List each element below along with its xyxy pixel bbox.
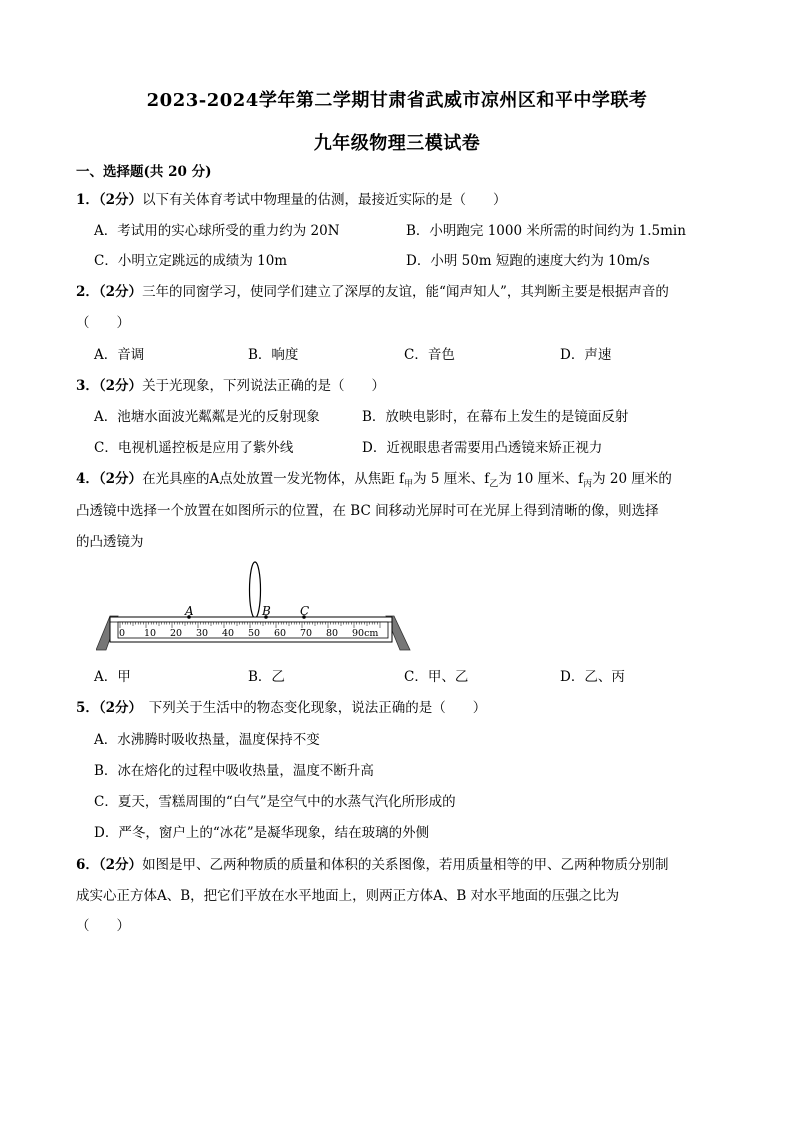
- subscript-bing: 丙: [583, 479, 593, 490]
- question-number: 5．: [76, 700, 99, 716]
- subscript-jia: 甲: [404, 479, 414, 490]
- question-stem: 三年的同窗学习，使同学们建立了深厚的友谊，能“闻声知人”，其判断主要是根据声音的: [142, 284, 669, 300]
- question-stem-part: 为 20 厘米的: [592, 471, 672, 487]
- point-c-label: C: [300, 604, 310, 618]
- option-c: C．甲、乙: [404, 669, 469, 685]
- section-heading: 一、选择题(共 20 分): [76, 164, 212, 180]
- option-d: D．声速: [560, 347, 612, 363]
- question-3: [76, 374, 385, 394]
- option-d: D．近视眼患者需要用凸透镜来矫正视力: [362, 440, 603, 456]
- option-c: C．小明立定跳远的成绩为 10m: [94, 253, 288, 269]
- tick-label: 20: [170, 628, 183, 639]
- question-number: 6．: [76, 857, 99, 873]
- question-stem: 下列关于生活中的物态变化现象，说法正确的是（ ）: [135, 700, 487, 716]
- option-c: C．音色: [404, 347, 455, 363]
- point-a-label: A: [185, 604, 194, 618]
- question-stem: 关于光现象，下列说法正确的是（ ）: [142, 378, 386, 394]
- question-stem-cont: 成实心正方体A、B，把它们平放在水平地面上，则两正方体A、B 对水平地面的压强之比为: [76, 888, 620, 904]
- option-b: B．放映电影时，在幕布上发生的是镜面反射: [362, 409, 629, 425]
- tick-label: 40: [222, 628, 235, 639]
- question-score: （2分）: [98, 857, 143, 873]
- option-b: B．小明跑完 1000 米所需的时间约为 1.5min: [406, 223, 686, 239]
- subscript-yi: 乙: [489, 479, 499, 490]
- optical-bench-diagram: [96, 560, 426, 652]
- question-5: [76, 696, 486, 716]
- question-stem-cont: （ ）: [76, 315, 130, 331]
- question-score: （2分）: [98, 192, 143, 208]
- tick-label: 30: [196, 628, 209, 639]
- question-4: [76, 467, 672, 490]
- option-a: A．甲: [94, 669, 131, 685]
- question-2: [76, 280, 669, 300]
- question-score: （2分）: [98, 284, 143, 300]
- option-b: B．响度: [248, 347, 299, 363]
- option-d: D．乙、丙: [560, 669, 625, 685]
- tick-label: 0: [119, 628, 126, 639]
- tick-label: 70: [300, 628, 313, 639]
- point-b-label: B: [262, 604, 271, 618]
- question-score: （2分）: [98, 700, 136, 716]
- option-a: A．考试用的实心球所受的重力约为 20N: [94, 223, 340, 239]
- option-c: C．夏天，雪糕周围的“白气”是空气中的水蒸气汽化所形成的: [94, 794, 456, 810]
- question-stem-part: 为 10 厘米、f: [498, 471, 584, 487]
- tick-label: 10: [144, 628, 157, 639]
- question-number: 2．: [76, 284, 99, 300]
- question-stem-part: 为 5 厘米、f: [413, 471, 490, 487]
- question-stem: 如图是甲、乙两种物质的质量和体积的关系图像，若用质量相等的甲、乙两种物质分别制: [142, 857, 669, 873]
- question-stem: 以下有关体育考试中物理量的估测，最接近实际的是（ ）: [142, 192, 507, 208]
- page-title: 2023-2024学年第二学期甘肃省武威市凉州区和平中学联考: [146, 90, 648, 111]
- option-a: A．水沸腾时吸收热量，温度保持不变: [94, 732, 320, 748]
- question-number: 1．: [76, 192, 99, 208]
- question-stem-cont: 凸透镜中选择一个放置在如图所示的位置，在 BC 间移动光屏时可在光屏上得到清晰的像，则选择: [76, 503, 659, 519]
- option-a: A．音调: [94, 347, 145, 363]
- option-a: A．池塘水面波光粼粼是光的反射现象: [94, 409, 320, 425]
- question-number: 3．: [76, 378, 99, 394]
- option-d: D．小明 50m 短跑的速度大约为 10m/s: [406, 253, 650, 269]
- question-6: [76, 853, 669, 873]
- tick-label: 50: [248, 628, 261, 639]
- tick-label: 80: [326, 628, 339, 639]
- question-stem-cont: 的凸透镜为: [76, 534, 144, 550]
- question-score: （2分）: [98, 378, 143, 394]
- question-score: （2分）: [98, 471, 143, 487]
- tick-label: 60: [274, 628, 287, 639]
- page-subtitle: 九年级物理三模试卷: [313, 133, 481, 154]
- question-stem-cont: （ ）: [76, 918, 130, 934]
- tick-label: 90cm: [352, 628, 379, 639]
- question-number: 4．: [76, 471, 99, 487]
- option-d: D．严冬，窗户上的“冰花”是凝华现象，结在玻璃的外侧: [94, 825, 430, 841]
- option-b: B．乙: [248, 669, 285, 685]
- option-c: C．电视机遥控板是应用了紫外线: [94, 440, 294, 456]
- option-b: B．冰在熔化的过程中吸收热量，温度不断升高: [94, 763, 374, 779]
- question-1: [76, 188, 507, 208]
- question-stem: 在光具座的A点处放置一发光物体，从焦距 f: [142, 471, 405, 487]
